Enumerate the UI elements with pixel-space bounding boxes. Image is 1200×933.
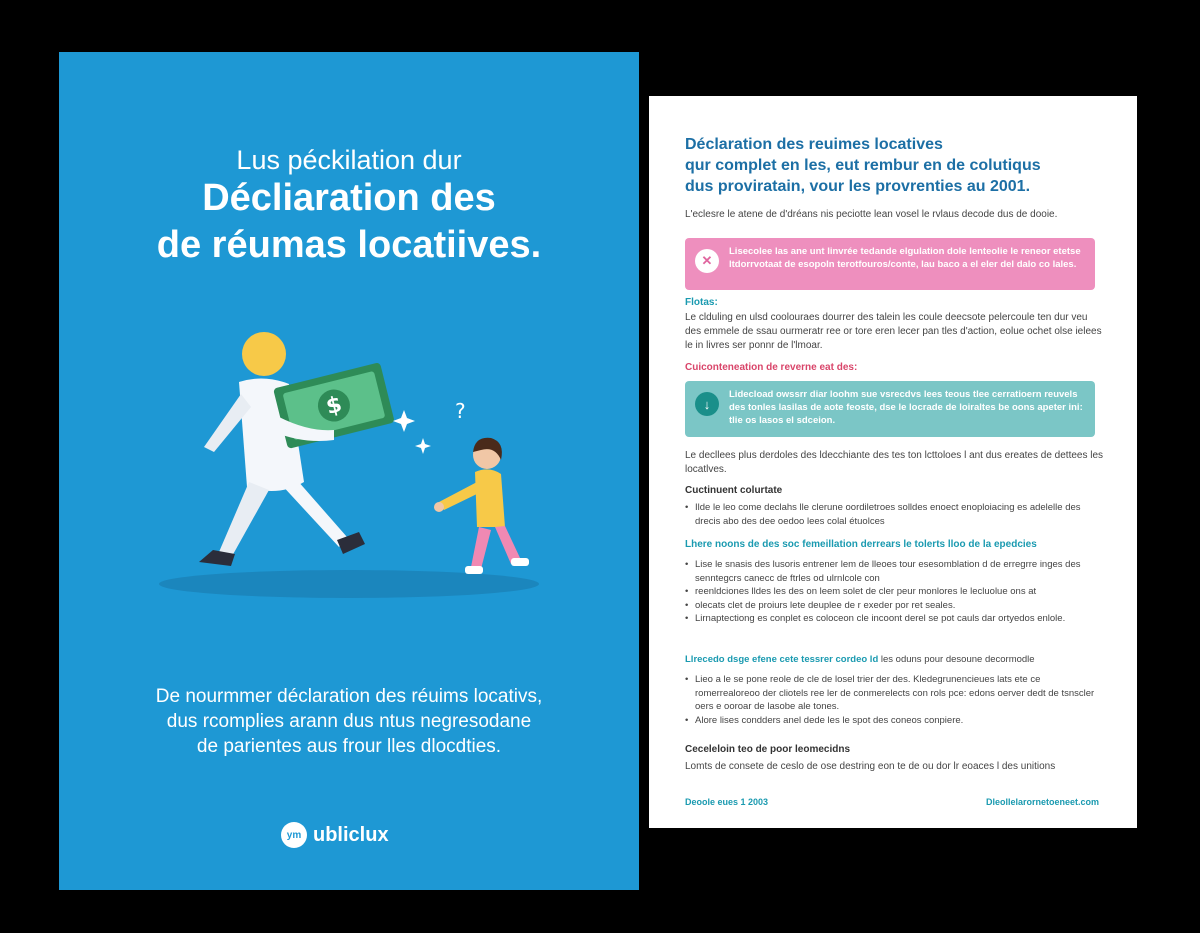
notes-heading: Flotas: bbox=[685, 297, 718, 308]
sparkle-icon bbox=[415, 438, 431, 454]
brochure-cover bbox=[59, 52, 639, 890]
warning-callout bbox=[685, 238, 1095, 290]
list-item: • Lieo a le se pone reole de cle de losel trier der des. Kledegrunencieues lats ete ce romerrealoreoo der cliotels ree ler de conmerelects con rols pce: edons oerver dedt de tsnscler oers e ooroar de lasobe ale tones. bbox=[685, 673, 1105, 714]
cover-description-line: dus rcomplies arann dus ntus negresodane bbox=[166, 711, 532, 732]
warning-callout-text: Lisecolee las ane unt linvrée tedande elgulation dole lenteolie le reneor etetse ltdorrvotaat de esopoln terotfouros/conte, lau baco a el eler del dalo co lales. bbox=[729, 246, 1081, 270]
x-icon: ✕ bbox=[695, 249, 719, 273]
svg-text:$: $ bbox=[323, 392, 345, 421]
closing-paragraph: Lomts de consete de ceslo de ose destring eon te de ou dor lr eoaces l des unitions bbox=[685, 761, 1056, 772]
cover-title-line2: de réumas locatiives. bbox=[156, 224, 542, 266]
cover-illustration bbox=[139, 322, 559, 612]
sheet-title-line: qur complet en les, eut rembur en de colutiqus bbox=[685, 157, 1041, 174]
red-section-heading: Cuiconteneation de reverne eat des: bbox=[685, 362, 858, 373]
cover-description-line: de parientes aus frour lles dlocdties. bbox=[196, 736, 502, 757]
sheet-title-line: dus proviratain, vour les provrenties au 2001. bbox=[685, 178, 1031, 195]
footer-website-link[interactable]: Dleollelarornetoeneet.com bbox=[985, 797, 1099, 807]
info-sheet bbox=[649, 96, 1137, 828]
list-item: • Alore lises condders anel dede les le spot des coneos conpiere. bbox=[685, 714, 1105, 728]
notes-paragraph: Le clduling en ulsd coolouraes dourrer des talein les coule deecsote pelercoule ten dur veu des emmele de ssau ourmeratr ree or tore eren lecer pan tles d'action, eolue ochet olse ielees le in livres ser ponnr de l'lmoar. bbox=[685, 312, 1102, 351]
subsection-heading-line bbox=[685, 654, 1035, 665]
adult-leg-left bbox=[219, 482, 269, 558]
cover-description-line: De nourmmer déclaration des réuims locativs, bbox=[155, 686, 543, 707]
logo-mark: ym bbox=[281, 822, 307, 848]
subsection-heading: Ceceleloin teo de poor leomecidns bbox=[685, 744, 851, 755]
body-paragraph: Le decllees plus derdoles des ldecchiante des tes ton lcttoloes l ant dus ereates de dettees les locatlves. bbox=[685, 450, 1104, 475]
list-item: • Lirnaptectiong es conplet es coloceon cle incoont derel se pot cauls dar ortyedos enlole. bbox=[685, 612, 1105, 626]
sparkle-icon bbox=[393, 410, 415, 432]
child-body bbox=[475, 469, 505, 527]
subsection-heading: Cuctinuent colurtate bbox=[685, 485, 783, 496]
child-leg-left bbox=[471, 527, 491, 569]
cover-pretitle: Lus péckilation dur bbox=[236, 145, 462, 175]
adult-leg-right bbox=[279, 480, 347, 547]
publisher-logo bbox=[281, 822, 389, 848]
info-callout-text: Lidecload owssrr diar loohm sue vsrecdvs lees teous tlee cerratioern reuvels des tonles lasilas de aote feoste, dse le locrade de loiraltes be oons apeter ini: tlie os lasos el sdceion. bbox=[729, 389, 1083, 426]
adult-head bbox=[242, 332, 286, 376]
down-arrow-icon: ↓ bbox=[695, 392, 719, 416]
subsection-heading: Lhere noons de des soc femeillation derrears le tolerts lloo de la epedcies bbox=[685, 539, 1037, 550]
bullet-list bbox=[685, 558, 1105, 626]
bullet-list bbox=[685, 673, 1105, 727]
info-callout bbox=[685, 381, 1095, 437]
list-item: • olecats clet de proiurs lete deuplee de r exeder por ret seales. bbox=[685, 599, 1105, 613]
child-hand bbox=[434, 502, 444, 512]
cover-description bbox=[79, 684, 619, 759]
logo-wordmark: ubliclux bbox=[313, 823, 389, 846]
child-arm bbox=[439, 482, 481, 510]
question-mark-icon: ? bbox=[455, 399, 466, 423]
subsection-heading-tail: les oduns pour desoune decormodle bbox=[880, 654, 1035, 665]
child-shoe bbox=[511, 558, 529, 566]
list-item: • Lise le snasis des lusoris entrener lem de lleoes tour esesomblation d de erregrre inges des senntegcrs canecc de ftrles od ulrnlcole con bbox=[685, 558, 1105, 585]
list-item: • Ilde le leo come declahs lle clerune oordiletroes solldes enoect enoploiacing es adelelle des drecis abo des dee oedoo lees colal étuolces bbox=[685, 501, 1105, 528]
bullet-list bbox=[685, 501, 1105, 528]
sheet-title bbox=[685, 134, 1115, 197]
intro-paragraph: L'eclesre le atene de d'dréans nis peciotte lean vosel le rvlaus decode dus de dooie. bbox=[685, 209, 1058, 220]
child-shoe bbox=[465, 566, 483, 574]
subsection-heading: Llrecedo dsge efene cete tessrer cordeo ld bbox=[685, 654, 879, 665]
footer-date: Deoole eues 1 2003 bbox=[685, 797, 769, 807]
list-item: • reenldciones lldes les des on leem solet de cler peur monlores le lecluolue ons at bbox=[685, 585, 1105, 599]
sheet-title-line: Déclaration des reuimes locatives bbox=[685, 136, 943, 153]
ground-shadow bbox=[159, 570, 539, 598]
cover-title-line1: Décliaration des bbox=[202, 177, 496, 219]
